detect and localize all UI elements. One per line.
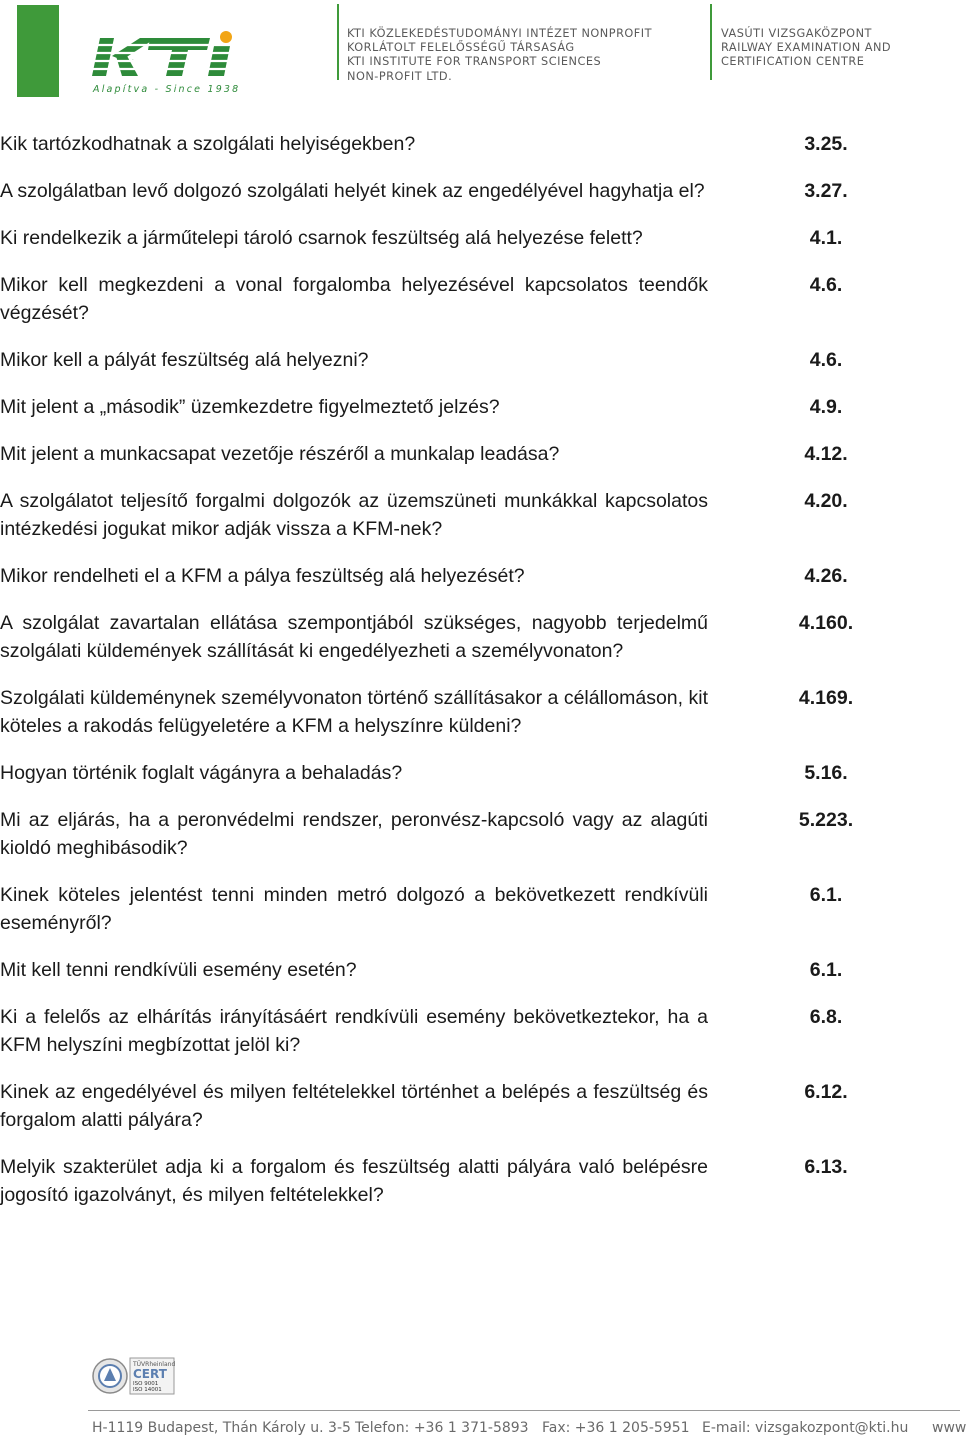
section-reference: 6.1. — [809, 959, 843, 981]
question-list — [0, 130, 960, 1228]
list-item — [0, 1153, 960, 1209]
header-divider — [710, 4, 712, 80]
question-text: A szolgálatban levő dolgozó szolgálati helyét kinek az engedélyével hagyhatja el? — [0, 180, 705, 202]
page-footer — [92, 1420, 966, 1440]
list-item — [0, 177, 960, 205]
centre-line: CERTIFICATION CENTRE — [721, 55, 865, 69]
section-reference: 4.26. — [804, 565, 848, 587]
list-item — [0, 956, 960, 984]
cert-iso: ISO 9001 — [133, 1381, 159, 1387]
footer-email[interactable]: E-mail: vizsgakozpont@kti.hu — [702, 1420, 909, 1436]
list-item — [0, 806, 960, 862]
question-text: Mit jelent a munkacsapat vezetője részéről a munkalap leadása? — [0, 443, 560, 465]
list-item — [0, 346, 960, 374]
list-item — [0, 130, 960, 158]
list-item — [0, 562, 960, 590]
footer-fax: Fax: +36 1 205-5951 — [542, 1420, 690, 1436]
question-text: Kik tartózkodhatnak a szolgálati helyiségekben? — [0, 133, 416, 155]
question-text: Mikor kell megkezdeni a vonal forgalomba helyezésével kapcsolatos teendők végzését? — [0, 274, 708, 324]
footer-divider — [88, 1410, 960, 1411]
footer-phone: Telefon: +36 1 371-5893 — [355, 1420, 529, 1436]
org-line: NON-PROFIT LTD. — [347, 69, 453, 83]
cert-label: CERT — [133, 1367, 167, 1381]
question-text: Mit kell tenni rendkívüli esemény esetén? — [0, 959, 357, 981]
question-text: Ki rendelkezik a járműtelepi tároló csarnok feszültség alá helyezése felett? — [0, 227, 643, 249]
list-item — [0, 759, 960, 787]
question-text: A szolgálatot teljesítő forgalmi dolgozók az üzemszüneti munkákkal kapcsolatos intézkedési jogukat mikor adják vissza a KFM-nek? — [0, 490, 708, 540]
section-reference: 6.1. — [809, 884, 843, 906]
section-reference: 4.20. — [804, 490, 848, 512]
brand-color-bar — [17, 5, 59, 97]
question-text: A szolgálat zavartalan ellátása szempontjából szükséges, nagyobb terjedelmű szolgálati küldemények szállítását ki engedélyezheti a személyvonaton? — [0, 612, 708, 662]
centre-line: VASÚTI VIZSGAKÖZPONT — [721, 27, 872, 40]
section-reference: 5.223. — [798, 809, 854, 831]
kti-logo — [92, 30, 242, 82]
org-name-block — [347, 27, 652, 84]
section-reference: 3.25. — [804, 133, 848, 155]
tuv-cert-badge — [92, 1356, 176, 1396]
org-line: KTI KÖZLEKEDÉSTUDOMÁNYI INTÉZET NONPROFIT — [347, 27, 653, 40]
footer-address: H-1119 Budapest, Thán Károly u. 3-5 — [92, 1420, 351, 1436]
question-text: Mi az eljárás, ha a peronvédelmi rendszer, peronvész-kapcsoló vagy az alagúti kioldó meghibásodik? — [0, 809, 708, 859]
section-reference: 6.8. — [809, 1006, 843, 1028]
question-text: Ki a felelős az elhárítás irányításáért rendkívüli esemény bekövetkeztekor, ha a KFM helyszíni megbízottat jelöl ki? — [0, 1006, 708, 1056]
section-reference: 6.12. — [804, 1081, 848, 1103]
list-item — [0, 487, 960, 543]
section-reference: 4.9. — [809, 396, 843, 418]
org-line: KTI INSTITUTE FOR TRANSPORT SCIENCES — [347, 55, 602, 69]
list-item — [0, 440, 960, 468]
question-text: Szolgálati küldeménynek személyvonaton történő szállításakor a célállomáson, kit köteles a rakodás felügyeletére a KFM a helyszínre küldeni? — [0, 687, 708, 737]
centre-line: RAILWAY EXAMINATION AND — [721, 41, 892, 55]
logo-text: KTI — [132, 60, 134, 61]
section-reference: 4.169. — [798, 687, 854, 709]
list-item — [0, 271, 960, 327]
list-item — [0, 224, 960, 252]
list-item — [0, 684, 960, 740]
centre-name-block — [721, 27, 891, 70]
list-item — [0, 393, 960, 421]
question-text: Hogyan történik foglalt vágányra a behaladás? — [0, 762, 403, 784]
section-reference: 4.160. — [798, 612, 854, 634]
cert-brand: TÜVRheinland — [133, 1361, 176, 1368]
header-divider — [337, 4, 339, 80]
list-item — [0, 1078, 960, 1134]
org-line: KORLÁTOLT FELELŐSSÉGŰ TÁRSASÁG — [347, 41, 575, 55]
question-text: Mit jelent a „második” üzemkezdetre figyelmeztető jelzés? — [0, 396, 500, 418]
question-text: Mikor rendelheti el a KFM a pálya feszültség alá helyezését? — [0, 565, 525, 587]
question-text: Kinek köteles jelentést tenni minden metró dolgozó a bekövetkezett rendkívüli eseményről? — [0, 884, 708, 934]
cert-iso: ISO 14001 — [133, 1387, 162, 1393]
question-text: Melyik szakterület adja ki a forgalom és feszültség alatti pályára való belépésre jogosító igazolványt, és milyen feltételekkel? — [0, 1156, 708, 1206]
list-item — [0, 609, 960, 665]
list-item — [0, 1003, 960, 1059]
section-reference: 4.1. — [809, 227, 843, 249]
section-reference: 4.12. — [804, 443, 848, 465]
section-reference: 6.13. — [804, 1156, 848, 1178]
section-reference: 4.6. — [809, 274, 843, 296]
question-text: Kinek az engedélyével és milyen feltételekkel történhet a belépés a feszültség és forgalom alatti pályára? — [0, 1081, 708, 1131]
list-item — [0, 881, 960, 937]
logo-dot-icon — [220, 31, 232, 43]
logo-subtitle: Alapítva - Since 1938 — [93, 84, 241, 95]
section-reference: 5.16. — [804, 762, 848, 784]
question-text: Mikor kell a pályát feszültség alá helyezni? — [0, 349, 369, 371]
section-reference: 3.27. — [804, 180, 848, 202]
section-reference: 4.6. — [809, 349, 843, 371]
footer-web[interactable]: www — [932, 1420, 966, 1436]
page-header — [0, 0, 960, 110]
